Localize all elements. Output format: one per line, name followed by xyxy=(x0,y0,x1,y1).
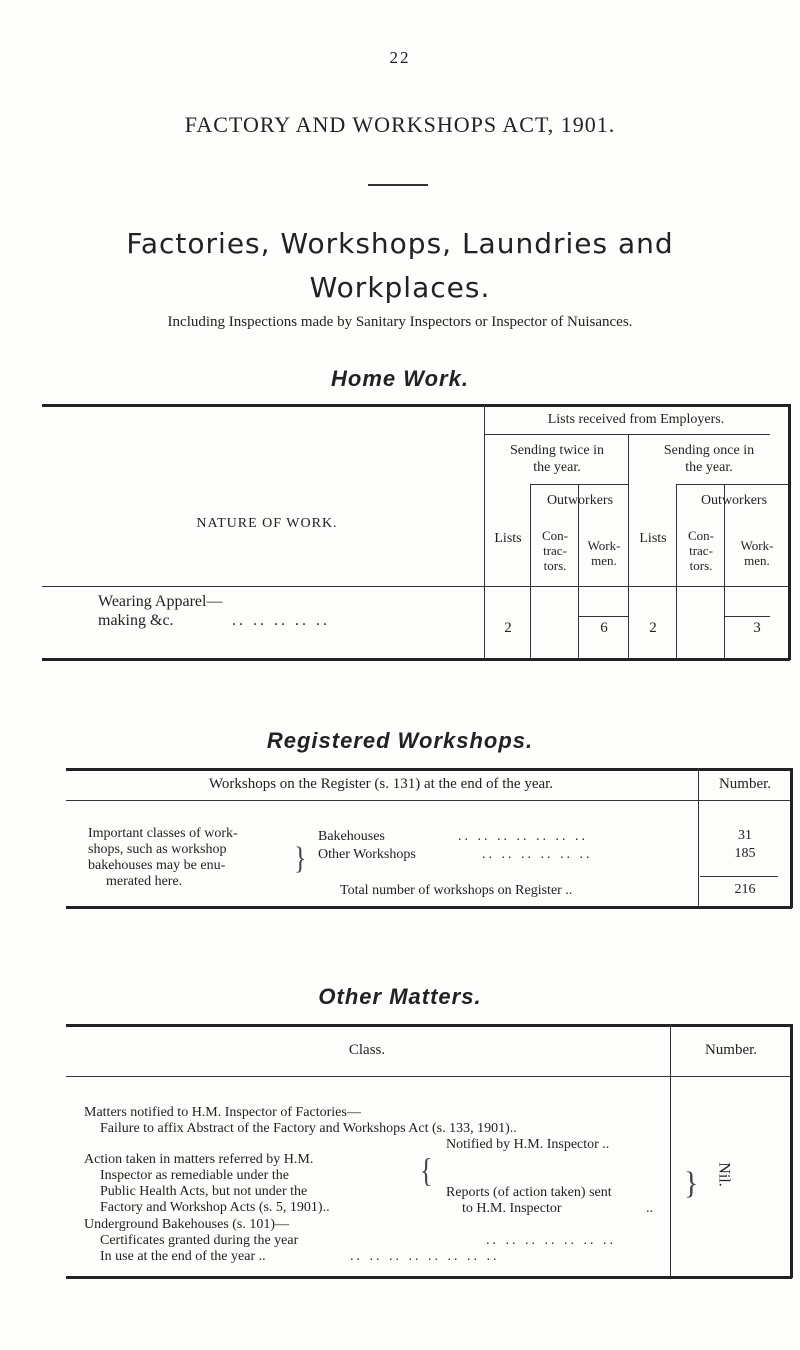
hw-workmen-2-b: men. xyxy=(744,553,770,568)
om-certificates-dots: .. .. .. .. .. .. .. xyxy=(486,1233,616,1248)
hw-contractors-1-c: tors. xyxy=(543,558,567,573)
section-subtitle: Including Inspections made by Sanitary Inspectors or Inspector of Nuisances. xyxy=(167,314,633,330)
rw-row-other-label: Other Workshops xyxy=(318,847,416,862)
hw-header-nature: NATURE OF WORK. xyxy=(196,516,338,531)
hw-header-twice-line2: the year. xyxy=(533,460,581,475)
om-header-right: Number. xyxy=(704,1042,758,1058)
rw-note-line-1: Important classes of work- xyxy=(88,826,238,841)
rw-row-other-dots: .. .. .. .. .. .. xyxy=(482,847,593,862)
rw-row-bakehouses-dots: .. .. .. .. .. .. .. xyxy=(458,829,588,844)
hw-value-twice-workmen: 6 xyxy=(600,620,608,636)
hw-value-twice-lists: 2 xyxy=(504,620,512,636)
home-work-heading: Home Work. xyxy=(331,366,469,391)
om-reports-1: Reports (of action taken) sent xyxy=(446,1185,612,1200)
hw-row-label-1: Wearing Apparel— xyxy=(98,593,223,610)
hw-row-dots-2: .. .. .. .. .. xyxy=(232,612,330,629)
hw-header-lists-received: Lists received from Employers. xyxy=(547,412,725,427)
om-brace-right: } xyxy=(684,1166,699,1201)
rw-row-bakehouses-label: Bakehouses xyxy=(318,829,385,844)
hw-contractors-2-b: trac- xyxy=(689,543,713,558)
hw-contractors-2-c: tors. xyxy=(689,558,713,573)
hw-header-twice-line1: Sending twice in xyxy=(509,443,605,458)
rw-total-value: 216 xyxy=(734,882,756,897)
rw-total-label: Total number of workshops on Register .. xyxy=(340,883,573,898)
hw-workmen-2-a: Work- xyxy=(740,538,774,553)
hw-row-label-2: making &c. xyxy=(98,612,174,629)
rw-brace: } xyxy=(294,841,307,876)
hw-header-once-line1: Sending once in xyxy=(663,443,755,458)
hw-header-lists-2: Lists xyxy=(639,531,667,546)
hw-header-outworkers-1: Outworkers xyxy=(546,493,614,508)
hw-header-lists-1: Lists xyxy=(494,531,522,546)
om-action-line-1: Action taken in matters referred by H.M. xyxy=(84,1152,314,1167)
page-number: 22 xyxy=(389,48,411,67)
rw-row-other-value: 185 xyxy=(734,846,756,861)
om-reports-dots: .. xyxy=(646,1201,653,1216)
section-title-line-1: Factories, Workshops, Laundries and xyxy=(126,227,674,260)
om-certificates: Certificates granted during the year xyxy=(100,1233,299,1248)
rw-header-right: Number. xyxy=(718,776,772,792)
om-brace-left: { xyxy=(420,1151,433,1190)
om-action-line-2: Inspector as remediable under the xyxy=(100,1168,289,1183)
act-title: FACTORY AND WORKSHOPS ACT, 1901. xyxy=(184,112,616,137)
hw-value-once-lists: 2 xyxy=(649,620,657,636)
hw-contractors-2-a: Con- xyxy=(688,528,714,543)
om-in-use-dots: .. .. .. .. .. .. .. .. xyxy=(350,1249,500,1264)
hw-contractors-1-b: trac- xyxy=(543,543,567,558)
rw-note-line-2: shops, such as workshop xyxy=(88,842,227,857)
registered-heading: Registered Workshops. xyxy=(266,728,534,753)
hw-contractors-1-a: Con- xyxy=(542,528,568,543)
om-reports-2: to H.M. Inspector xyxy=(462,1201,562,1216)
hw-workmen-1-a: Work- xyxy=(587,538,621,553)
om-in-use: In use at the end of the year .. xyxy=(100,1249,266,1264)
hw-header-outworkers-2: Outworkers xyxy=(700,493,768,508)
om-action-line-4: Factory and Workshop Acts (s. 5, 1901).. xyxy=(100,1200,330,1215)
hw-workmen-1-b: men. xyxy=(591,553,617,568)
rw-row-bakehouses-value: 31 xyxy=(738,828,752,843)
rw-note-line-3: bakehouses may be enu- xyxy=(88,858,226,873)
hw-value-once-workmen: 3 xyxy=(753,620,761,636)
om-line-notified: Matters notified to H.M. Inspector of Factories— xyxy=(84,1105,361,1120)
om-header-left: Class. xyxy=(348,1042,386,1058)
section-title-line-2: Workplaces. xyxy=(309,271,491,304)
other-heading: Other Matters. xyxy=(318,984,482,1009)
om-action-line-3: Public Health Acts, but not under the xyxy=(100,1184,308,1199)
rw-note-line-4: merated here. xyxy=(106,874,183,889)
om-line-failure: Failure to affix Abstract of the Factory and Workshops Act (s. 133, 1901).. xyxy=(100,1121,517,1136)
hw-header-once-line2: the year. xyxy=(685,460,733,475)
om-notified-by: Notified by H.M. Inspector .. xyxy=(446,1137,610,1152)
om-underground: Underground Bakehouses (s. 101)— xyxy=(84,1217,290,1232)
rw-header-left: Workshops on the Register (s. 131) at the end of the year. xyxy=(208,776,554,792)
om-value-nil: Nil. xyxy=(715,1162,733,1187)
